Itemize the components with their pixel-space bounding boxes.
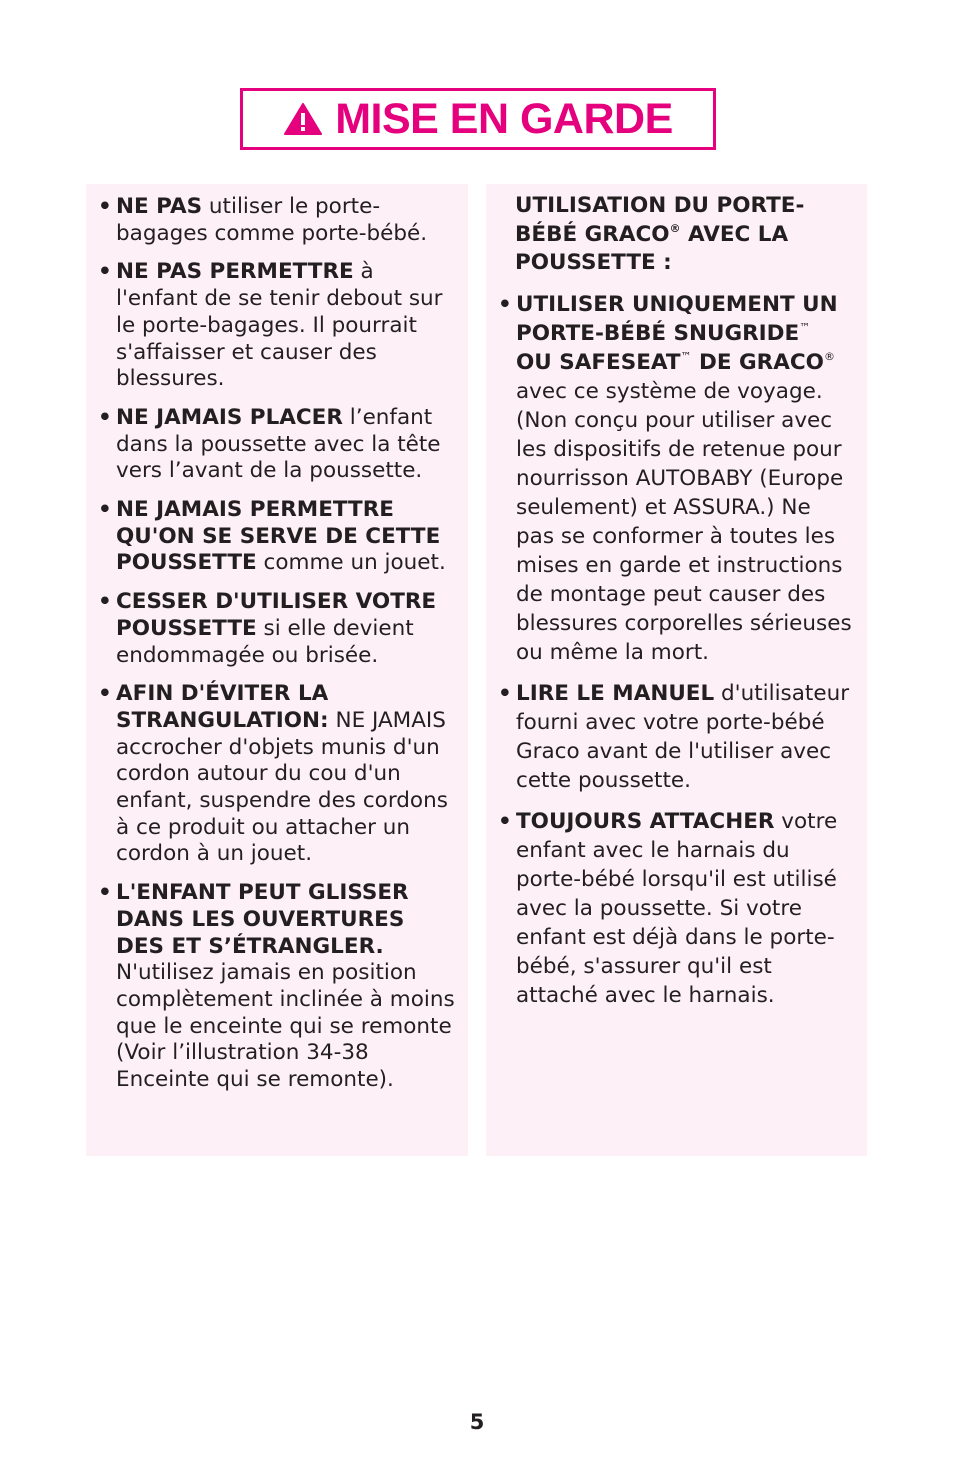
- list-item: [98, 194, 456, 247]
- registered-mark: ®: [823, 349, 835, 363]
- bullet: •: [98, 497, 112, 523]
- section-heading: [498, 192, 853, 278]
- trademark-mark: ™: [680, 349, 692, 363]
- item-bold: AFIN D'ÉVITER LA STRANGULATION:: [116, 681, 329, 733]
- bullet: •: [498, 291, 512, 317]
- item-text: d'utilisateur fourni avec votre porte-bébé Graco avant de l'utiliser avec cette poussette.: [516, 680, 850, 793]
- item-bold: NE JAMAIS PERMETTRE QU'ON SE SERVE DE CETTE POUSSETTE: [116, 497, 441, 576]
- page-number: 5: [469, 1410, 485, 1434]
- item-bold: CESSER D'UTILISER VOTRE POUSSETTE: [116, 589, 437, 641]
- list-item: [98, 681, 456, 868]
- bullet: •: [98, 589, 112, 615]
- right-column: [486, 184, 867, 1156]
- list-item: [98, 589, 456, 669]
- item-text: utiliser le porte-bagages comme porte-bébé.: [116, 194, 428, 246]
- item-text: N'utilisez jamais en position complètement inclinée à moins que le enceinte qui se remonte (Voir l’illustration 34-38 Enceinte qui se remonte).: [116, 960, 455, 1093]
- item-bold: TOUJOURS ATTACHER: [516, 808, 775, 834]
- item-bold: LIRE LE MANUEL: [516, 680, 715, 706]
- item-bold: UTILISER UNIQUEMENT UN PORTE-BÉBÉ SNUGRIDE: [516, 291, 838, 346]
- registered-mark: ®: [669, 221, 681, 235]
- item-text: avec ce système de voyage. (Non conçu pour utiliser avec les dispositifs de retenue pour nourrisson AUTOBABY (Europe seulement) et ASSURA.) Ne pas se conformer à toutes les mises en garde et instructions de montage peut causer des blessures corporelles sérieuses ou même la mort.: [516, 378, 852, 665]
- list-item: [98, 405, 456, 485]
- item-text: si elle devient endommagée ou brisée.: [116, 615, 414, 668]
- item-bold: L'ENFANT PEUT GLISSER DANS LES OUVERTURES DES ET S’ÉTRANGLER.: [116, 880, 409, 959]
- list-item: [498, 807, 853, 1010]
- heading-line2: AVEC LA POUSSETTE :: [515, 221, 789, 275]
- item-text: NE JAMAIS accrocher d'objets munis d'un cordon autour du cou d'un enfant, suspendre des cordons à ce produit ou attacher un cordon à un jouet.: [116, 707, 448, 867]
- bullet: •: [98, 259, 112, 285]
- bullet: •: [98, 404, 112, 430]
- heading-line1: UTILISATION DU PORTE-BÉBÉ GRACO: [515, 193, 805, 247]
- banner-title: MISE EN GARDE: [335, 94, 673, 143]
- list-item: [98, 259, 456, 393]
- trademark-mark: ™: [799, 320, 811, 334]
- item-bold: NE JAMAIS PLACER: [116, 404, 343, 430]
- warning-triangle-icon: [283, 102, 323, 136]
- bullet: •: [498, 680, 512, 706]
- list-item: [98, 880, 456, 1094]
- item-text: votre enfant avec le harnais du porte-bébé lorsqu'il est utilisé avec la poussette. Si votre enfant est déjà dans le porte-bébé, s'assurer qu'il est attaché avec le harnais.: [516, 808, 838, 1008]
- item-text: comme un jouet.: [256, 550, 446, 576]
- item-text: à l'enfant de se tenir debout sur le porte-bagages. Il pourrait s'affaisser et causer des blessures.: [116, 259, 443, 392]
- item-text: l’enfant dans la poussette avec la tête vers l’avant de la poussette.: [116, 404, 441, 484]
- list-item: [498, 679, 853, 795]
- bullet: •: [98, 681, 112, 707]
- list-item: [498, 290, 853, 667]
- bullet: •: [498, 808, 512, 834]
- list-item: [98, 497, 456, 577]
- item-bold: NE PAS: [116, 194, 203, 219]
- warning-banner: [240, 88, 716, 150]
- item-bold: NE PAS PERMETTRE: [116, 259, 354, 285]
- bullet: •: [98, 880, 112, 906]
- left-column: [86, 184, 468, 1156]
- bullet: •: [98, 194, 112, 219]
- item-bold: DE GRACO: [691, 349, 824, 375]
- item-bold: OU SAFESEAT: [516, 349, 681, 375]
